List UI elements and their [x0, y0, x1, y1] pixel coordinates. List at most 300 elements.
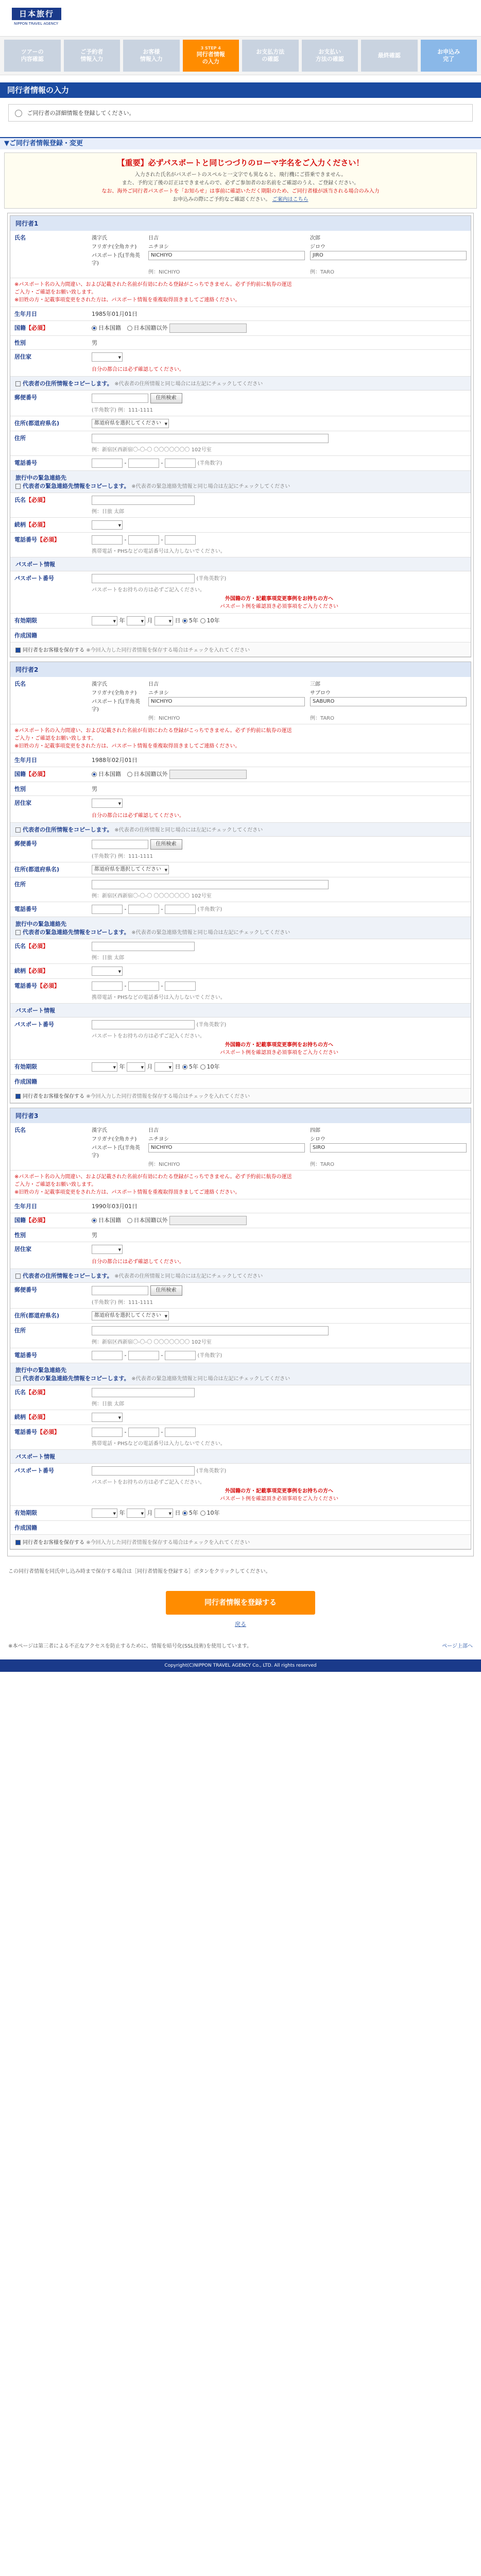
save-companion-bar — [10, 642, 471, 657]
emergency-header — [10, 471, 471, 493]
address-row — [10, 1324, 471, 1348]
copyright: Copyright(C)NIPPON TRAVEL AGENCY Co., LTD. All rights reserved — [0, 1659, 481, 1672]
gender-value: 男 — [92, 1232, 97, 1239]
step-label: お客様 情報入力 — [140, 48, 163, 62]
prefecture-select[interactable]: 都道府県を選択してください ▼ — [92, 865, 169, 874]
companion-forms — [7, 213, 474, 1556]
issue-label: 作成国籍 — [10, 629, 88, 642]
address-row — [10, 877, 471, 902]
em-tel-input-3[interactable] — [165, 1428, 196, 1437]
roma-sei-example: 例：NICHIYO — [148, 1162, 180, 1167]
step-label: ご予約者 情報入力 — [80, 48, 104, 62]
gender-label: 性別 — [10, 336, 88, 350]
expire-10y-radio[interactable] — [200, 1511, 205, 1516]
expire-row: 有効期限 ▼ 年 ▼ 月 ▼ 日 5年 10年 — [10, 614, 471, 629]
zip-input[interactable] — [92, 840, 148, 849]
emergency-header — [10, 1363, 471, 1385]
gender-row — [10, 1228, 471, 1242]
passport-no-label: パスポート番号 — [10, 1018, 88, 1060]
emergency-header — [10, 917, 471, 939]
copy-address-label: 代表者の住所情報をコピーします。 — [23, 1273, 113, 1279]
roma-mei-example: 例：TARO — [310, 716, 334, 721]
kanji-mei: 四郎 — [310, 1128, 320, 1133]
passport-no-row — [10, 1464, 471, 1506]
em-tel-input-2[interactable] — [128, 535, 159, 545]
zip-input[interactable] — [92, 1286, 148, 1295]
emergency-relation-select[interactable] — [92, 967, 123, 976]
nationality-other-input[interactable] — [169, 1216, 247, 1225]
zip-search-button[interactable]: 住所検索 — [150, 393, 182, 403]
em-rel-row — [10, 1410, 471, 1425]
birthday-label: 生年月日 — [10, 753, 88, 767]
tel-row: 電話番号 - - (半角数字) — [10, 1348, 471, 1363]
expire-10y-radio[interactable] — [200, 618, 205, 623]
gender-row — [10, 336, 471, 350]
birthday-label: 生年月日 — [10, 307, 88, 321]
expire-day-select[interactable] — [154, 1062, 173, 1072]
name-row — [10, 1123, 471, 1171]
step-label: 最終確認 — [377, 52, 401, 59]
kana-label: フリガナ(全角カナ) — [92, 690, 137, 696]
emergency-name-input[interactable] — [92, 496, 195, 505]
save-companion-checkbox[interactable] — [15, 1094, 21, 1099]
roma-sei-example: 例：NICHIYO — [148, 269, 180, 275]
step-label: お支払い 方法の確認 — [315, 48, 344, 62]
kana-label: フリガナ(全角カナ) — [92, 1137, 137, 1142]
nationality-label: 国籍 【必須】 — [10, 321, 88, 336]
pref-label: 住所(都道府県名) — [10, 862, 88, 877]
notice-line3: なお、海外ご同行者パスポートを「お知らせ」は事前に確認いただく期限のため、ご同行者様が該当される場合のみ入力 — [101, 189, 380, 194]
em-tel-note: 携帯電話・PHSなどの電話番号は入力しないでください。 — [92, 1441, 226, 1447]
copy-emergency-checkbox[interactable] — [15, 484, 21, 489]
em-rel-label: 続柄 【必須】 — [10, 1410, 88, 1425]
passport-no-label: パスポート番号 — [10, 1464, 88, 1506]
kana-mei: サブロウ — [310, 690, 331, 696]
em-rel-row — [10, 518, 471, 533]
expire-10y-label: 10年 — [207, 1510, 220, 1516]
back-link[interactable]: 戻る — [235, 1621, 246, 1628]
em-rel-label: 続柄 【必須】 — [10, 964, 88, 979]
register-companion-button[interactable]: 同行者情報を登録する — [166, 1591, 315, 1615]
roma-mei-example: 例：TARO — [310, 1162, 334, 1167]
em-name-row — [10, 1385, 471, 1410]
expire-5y-label: 5年 — [189, 1063, 198, 1070]
save-companion-checkbox[interactable] — [15, 1540, 21, 1545]
em-tel-note: 携帯電話・PHSなどの電話番号は入力しないでください。 — [92, 995, 226, 1001]
nationality-row — [10, 767, 471, 782]
passport-no-row — [10, 571, 471, 614]
residence-label: 居住家 — [10, 350, 88, 377]
expire-10y-label: 10年 — [207, 617, 220, 624]
tel-note: (半角数字) — [197, 907, 222, 912]
copy-address-checkbox[interactable] — [15, 1274, 21, 1279]
expire-month-select[interactable] — [127, 616, 145, 625]
em-name-label: 氏名 【必須】 — [10, 493, 88, 518]
zip-search-button[interactable]: 住所検索 — [150, 1285, 182, 1296]
ssl-caution-text: ※本ページは第三者による不正なアクセスを防止するために、情報を暗号化(SSL技術)を使用しています。 — [8, 1643, 252, 1649]
notice-line1: 入力された氏名がパスポートのスペルと一文字でも異なると、飛行機にご搭乗できません。 — [134, 172, 347, 178]
passport-title: パスポート情報 — [15, 1007, 55, 1014]
roma-sei-input[interactable]: NICHIYO — [148, 697, 305, 706]
companion-title: 同行者1 — [10, 216, 471, 231]
roma-label: パスポート氏(半角英字) — [92, 699, 140, 713]
tel-note: (半角数字) — [197, 461, 222, 466]
passport-title: パスポート情報 — [15, 1453, 55, 1460]
save-companion-note: ※今回入力した同行者情報を保存する場合はチェックを入れてください — [86, 648, 250, 653]
kanji-sei: 日吉 — [148, 1128, 159, 1133]
nationality-other-label: 日本国籍以外 — [133, 1217, 168, 1224]
copy-emergency-label: 代表者の緊急連絡先情報をコピーします。 — [23, 929, 130, 936]
copy-emergency-label: 代表者の緊急連絡先情報をコピーします。 — [23, 483, 130, 489]
roma-label: パスポート氏(半角英字) — [92, 1145, 140, 1159]
passport-no-row — [10, 1018, 471, 1060]
address-example: 例：新宿区西新宿〇-〇-〇 〇〇〇〇〇〇〇 102号室 — [92, 893, 212, 899]
residence-note: 自分の都合には必ず確認してください。 — [92, 1259, 184, 1265]
save-companion-label: 同行者をお客様を保存する — [23, 648, 84, 653]
emergency-name-example: 例：日旅 太郎 — [92, 955, 125, 961]
kana-mei: ジロウ — [310, 244, 325, 250]
address-label: 住所 — [10, 431, 88, 456]
em-tel-input-2[interactable] — [128, 1428, 159, 1437]
nationality-label: 国籍 【必須】 — [10, 1213, 88, 1228]
tel-input-2[interactable] — [128, 459, 159, 468]
gender-value: 男 — [92, 340, 97, 346]
passport-no-label: パスポート番号 — [10, 571, 88, 614]
address-label: 住所 — [10, 1324, 88, 1348]
name-warning-3: ※旧姓の方・記載事項変更をされた方は、パスポート情報を重複取得頂きましてご連絡ください。 — [14, 297, 240, 303]
em-tel-note: 携帯電話・PHSなどの電話番号は入力しないでください。 — [92, 549, 226, 554]
expire-year-select[interactable] — [92, 1062, 117, 1072]
roma-mei-example: 例：TARO — [310, 269, 334, 275]
passport-header — [10, 1450, 471, 1464]
save-companion-label: 同行者をお客様を保存する — [23, 1540, 84, 1546]
name-warning-2: ご入力・ご確認をお願い致します。 — [14, 290, 97, 295]
address-input[interactable] — [92, 880, 329, 889]
em-name-row — [10, 939, 471, 964]
logo-mark: 日本旅行 — [12, 8, 61, 20]
step-4 — [183, 40, 239, 72]
tel-input-1[interactable] — [92, 1351, 123, 1360]
step-8 — [421, 40, 477, 72]
em-tel-row: 電話番号 【必須】 - - 携帯電話・PHSなどの電話番号は入力しないでください。 — [10, 979, 471, 1004]
passport-number-warn: パスポートをお持ちの方は必ずご記入ください。 — [92, 1033, 205, 1039]
nationality-japan-radio[interactable] — [92, 1218, 97, 1223]
copy-address-note: ※代表者の住所情報と同じ場合には左記にチェックしてください — [114, 827, 263, 833]
step-6 — [302, 40, 358, 72]
passport-number-input[interactable] — [92, 1020, 195, 1029]
expire-label: 有効期限 — [10, 1506, 88, 1521]
companion-2 — [10, 662, 471, 1104]
name-warning-3: ※旧姓の方・記載事項変更をされた方は、パスポート情報を重複取得頂きましてご連絡ください。 — [14, 743, 240, 749]
copy-emergency-checkbox[interactable] — [15, 930, 21, 935]
passport-number-warn: パスポートをお持ちの方は必ずご記入ください。 — [92, 1480, 205, 1485]
residence-select[interactable] — [92, 352, 123, 362]
kana-mei: シロウ — [310, 1137, 325, 1142]
save-companion-bar — [10, 1535, 471, 1549]
tel-input-2[interactable] — [128, 1351, 159, 1360]
tel-input-3[interactable] — [165, 459, 196, 468]
address-example: 例：新宿区西新宿〇-〇-〇 〇〇〇〇〇〇〇 102号室 — [92, 1340, 212, 1345]
expire-5y-radio[interactable] — [182, 1064, 187, 1070]
companion-3 — [10, 1108, 471, 1550]
emergency-title: 旅行中の緊急連絡先 — [15, 474, 66, 481]
pref-label: 住所(都道府県名) — [10, 1309, 88, 1324]
nationality-row — [10, 1213, 471, 1228]
em-tel-label: 電話番号 【必須】 — [10, 533, 88, 557]
prefecture-select[interactable]: 都道府県を選択してください ▼ — [92, 419, 169, 428]
passport-red-2: パスポート例を確認頂き必須事項をご入力ください — [220, 604, 338, 609]
zip-row — [10, 837, 471, 862]
kanji-mei: 三郎 — [310, 682, 320, 687]
passport-number-warn: パスポートをお持ちの方は必ずご記入ください。 — [92, 587, 205, 593]
copy-address-label: 代表者の住所情報をコピーします。 — [23, 380, 113, 387]
copy-address-label: 代表者の住所情報をコピーします。 — [23, 826, 113, 833]
copy-emergency-label: 代表者の緊急連絡先情報をコピーします。 — [23, 1375, 130, 1382]
residence-select[interactable] — [92, 799, 123, 808]
tel-input-3[interactable] — [165, 905, 196, 914]
passport-red-1: 外国籍の方・記載事項変更事例をお持ちの方へ — [225, 1488, 333, 1494]
copy-address-note: ※代表者の住所情報と同じ場合には左記にチェックしてください — [114, 1274, 263, 1279]
em-tel-row: 電話番号 【必須】 - - 携帯電話・PHSなどの電話番号は入力しないでください。 — [10, 533, 471, 557]
residence-row — [10, 350, 471, 377]
residence-row — [10, 796, 471, 823]
nationality-other-label: 日本国籍以外 — [133, 325, 168, 331]
kanji-label: 漢字氏 — [92, 1128, 107, 1133]
nationality-japan-label: 日本国籍 — [98, 1217, 121, 1224]
birthday-row — [10, 1199, 471, 1213]
name-warning: ※パスポート名の入力間違い、および記載された名前が有効にわたる登録がこっちできません。必ず予約前に航券の運送 — [14, 282, 292, 287]
roma-sei-input[interactable]: NICHIYO — [148, 251, 305, 260]
roma-label: パスポート氏(半角英字) — [92, 253, 140, 266]
tel-input-2[interactable] — [128, 905, 159, 914]
logo-subtext: NIPPON TRAVEL AGENCY — [13, 22, 59, 26]
expire-row: 有効期限 ▼ 年 ▼ 月 ▼ 日 5年 10年 — [10, 1060, 471, 1075]
gender-row — [10, 782, 471, 796]
zip-input[interactable] — [92, 394, 148, 403]
passport-red-2: パスポート例を確認頂き必須事項をご入力ください — [220, 1050, 338, 1056]
em-tel-input-2[interactable] — [128, 981, 159, 991]
step-label: お申込み 完了 — [437, 48, 460, 62]
birthday-label: 生年月日 — [10, 1199, 88, 1213]
save-companion-note: ※今回入力した同行者情報を保存する場合はチェックを入れてください — [86, 1094, 250, 1099]
important-notice — [4, 152, 477, 209]
nationality-other-input[interactable] — [169, 324, 247, 333]
expire-5y-radio[interactable] — [182, 618, 187, 623]
step-2 — [64, 40, 121, 72]
em-tel-input-1[interactable] — [92, 981, 123, 991]
expire-day-select[interactable] — [154, 616, 173, 625]
expire-month-select[interactable] — [127, 1509, 145, 1518]
nationality-other-radio[interactable] — [127, 1218, 132, 1223]
zip-label: 郵便番号 — [10, 1283, 88, 1309]
zip-example: (半角数字) 例：111-1111 — [92, 408, 153, 413]
nationality-japan-label: 日本国籍 — [98, 771, 121, 777]
emergency-name-example: 例：日旅 太郎 — [92, 509, 125, 515]
birthday-row — [10, 307, 471, 321]
passport-number-input[interactable] — [92, 574, 195, 583]
passport-number-input[interactable] — [92, 1466, 195, 1476]
name-warning-2: ご入力・ご確認をお願い致します。 — [14, 1182, 97, 1188]
copy-address-checkbox[interactable] — [15, 381, 21, 386]
section-header: ▼ご同行者情報登録・変更 — [0, 137, 481, 149]
roma-mei-input[interactable]: SIRO — [310, 1143, 467, 1153]
em-tel-input-3[interactable] — [165, 981, 196, 991]
zip-row — [10, 1283, 471, 1309]
name-warning: ※パスポート名の入力間違い、および記載された名前が有効にわたる登録がこっちできません。必ず予約前に航券の運送 — [14, 728, 292, 734]
expire-year-select[interactable] — [92, 616, 117, 625]
expire-day-select[interactable] — [154, 1509, 173, 1518]
address-example: 例：新宿区西新宿〇-〇-〇 〇〇〇〇〇〇〇 102号室 — [92, 447, 212, 453]
nationality-japan-radio[interactable] — [92, 326, 97, 331]
name-row — [10, 677, 471, 724]
birthday-value: 1985年01月01日 — [92, 311, 138, 317]
name-label: 氏名 — [10, 1123, 88, 1171]
tel-input-1[interactable] — [92, 905, 123, 914]
passport-header — [10, 557, 471, 571]
kanji-mei: 次郎 — [310, 235, 320, 241]
emergency-relation-select[interactable] — [92, 520, 123, 530]
address-input[interactable] — [92, 1326, 329, 1335]
residence-row — [10, 1242, 471, 1269]
footer-notice: この同行者情報を同氏申し込み時まで保存する場合は［同行者情報を登録する］ボタンをクリックしてください。 — [8, 1569, 271, 1574]
emergency-name-input[interactable] — [92, 1388, 195, 1397]
copy-emergency-checkbox[interactable] — [15, 1376, 21, 1381]
page-top-link[interactable]: ページ上部へ — [442, 1643, 473, 1649]
copy-emergency-note: ※代表者の緊急連絡先情報と同じ場合は左記にチェックしてください — [131, 484, 290, 489]
copy-address-checkbox[interactable] — [15, 827, 21, 833]
kanji-sei: 日吉 — [148, 235, 159, 241]
step-5 — [242, 40, 299, 72]
tel-input-3[interactable] — [165, 1351, 196, 1360]
address-row — [10, 431, 471, 456]
emergency-relation-select[interactable] — [92, 1413, 123, 1422]
name-label: 氏名 — [10, 231, 88, 278]
passport-number-note: (半角英数字) — [196, 1468, 227, 1474]
nationality-other-radio[interactable] — [127, 772, 132, 777]
expire-10y-radio[interactable] — [200, 1064, 205, 1070]
kanji-label: 漢字氏 — [92, 682, 107, 687]
passport-number-note: (半角英数字) — [196, 576, 227, 582]
expire-5y-label: 5年 — [189, 1510, 198, 1516]
residence-label: 居住家 — [10, 796, 88, 823]
passport-number-note: (半角英数字) — [196, 1022, 227, 1028]
birthday-value: 1990年03月01日 — [92, 1203, 138, 1210]
passport-red-1: 外国籍の方・記載事項変更事例をお持ちの方へ — [225, 596, 333, 602]
emergency-name-input[interactable] — [92, 942, 195, 951]
copy-emergency-note: ※代表者の緊急連絡先情報と同じ場合は左記にチェックしてください — [131, 930, 290, 936]
info-icon — [15, 110, 22, 117]
tel-note: (半角数字) — [197, 1353, 222, 1359]
expire-label: 有効期限 — [10, 1060, 88, 1075]
nationality-other-label: 日本国籍以外 — [133, 771, 168, 777]
notice-link[interactable]: ご案内はこちら — [272, 197, 308, 202]
expire-10y-label: 10年 — [207, 1063, 220, 1070]
page-title: 同行者情報の入力 — [0, 82, 481, 98]
notice-line4: お申込みの際にご予約なご確認ください。 — [173, 197, 271, 202]
intro-text: ご同行者の詳細情報を登録してください。 — [27, 110, 135, 116]
name-warning-3: ※旧姓の方・記載事項変更をされた方は、パスポート情報を重複取得頂きましてご連絡ください。 — [14, 1190, 240, 1195]
save-companion-checkbox[interactable] — [15, 648, 21, 653]
tel-input-1[interactable] — [92, 459, 123, 468]
save-companion-label: 同行者をお客様を保存する — [23, 1094, 84, 1099]
name-warning-2: ご入力・ご確認をお願い致します。 — [14, 736, 97, 741]
roma-mei-input[interactable]: JIRO — [310, 251, 467, 260]
gender-label: 性別 — [10, 1228, 88, 1242]
em-name-label: 氏名 【必須】 — [10, 1385, 88, 1410]
zip-label: 郵便番号 — [10, 837, 88, 862]
step-label: ツアーの 内容確認 — [21, 48, 44, 62]
step-7 — [361, 40, 418, 72]
ssl-caution — [8, 1638, 473, 1652]
passport-title: パスポート情報 — [15, 561, 55, 568]
birthday-row — [10, 753, 471, 767]
issue-label: 作成国籍 — [10, 1075, 88, 1089]
form-footer — [0, 1564, 481, 1672]
em-name-row — [10, 493, 471, 518]
tel-row: 電話番号 - - (半角数字) — [10, 456, 471, 471]
name-label: 氏名 — [10, 677, 88, 724]
expire-row: 有効期限 ▼ 年 ▼ 月 ▼ 日 5年 10年 — [10, 1506, 471, 1521]
companion-1 — [10, 215, 471, 657]
passport-red-1: 外国籍の方・記載事項変更事例をお持ちの方へ — [225, 1042, 333, 1048]
address-input[interactable] — [92, 434, 329, 443]
residence-note: 自分の都合には必ず確認してください。 — [92, 367, 184, 372]
passport-header — [10, 1004, 471, 1018]
em-rel-row — [10, 964, 471, 979]
em-tel-input-1[interactable] — [92, 1428, 123, 1437]
company-logo[interactable] — [11, 7, 61, 28]
expire-year-select[interactable] — [92, 1509, 117, 1518]
issue-row — [10, 1075, 471, 1089]
nationality-japan-label: 日本国籍 — [98, 325, 121, 331]
nationality-other-input[interactable] — [169, 770, 247, 779]
nationality-japan-radio[interactable] — [92, 772, 97, 777]
step-label: お支払方法 の確認 — [256, 48, 285, 62]
step-label: 同行者情報 の入力 — [196, 50, 225, 65]
zip-example: (半角数字) 例：111-1111 — [92, 854, 153, 859]
roma-sei-example: 例：NICHIYO — [148, 716, 180, 721]
expire-5y-radio[interactable] — [182, 1511, 187, 1516]
roma-mei-input[interactable]: SABURO — [310, 697, 467, 706]
nationality-label: 国籍 【必須】 — [10, 767, 88, 782]
intro-box — [8, 104, 473, 122]
progress-steps — [0, 36, 481, 75]
residence-note: 自分の都合には必ず確認してください。 — [92, 813, 184, 819]
nationality-other-radio[interactable] — [127, 326, 132, 331]
zip-search-button[interactable]: 住所検索 — [150, 839, 182, 850]
issue-row — [10, 1521, 471, 1535]
em-tel-input-1[interactable] — [92, 535, 123, 545]
expire-month-select[interactable] — [127, 1062, 145, 1072]
nationality-row — [10, 321, 471, 336]
companion-title: 同行者2 — [10, 662, 471, 677]
em-tel-input-3[interactable] — [165, 535, 196, 545]
em-tel-row: 電話番号 【必須】 - - 携帯電話・PHSなどの電話番号は入力しないでください。 — [10, 1425, 471, 1450]
notice-heading: 【重要】必ずパスポートと同じつづりのローマ字名をご入力ください！ — [117, 158, 364, 167]
birthday-value: 1988年02月01日 — [92, 757, 138, 764]
pref-row — [10, 416, 471, 431]
copy-address-bar — [10, 377, 471, 391]
passport-red-2: パスポート例を確認頂き必須事項をご入力ください — [220, 1496, 338, 1502]
tel-label: 電話番号 — [10, 456, 88, 471]
residence-select[interactable] — [92, 1245, 123, 1254]
zip-row — [10, 391, 471, 416]
emergency-title: 旅行中の緊急連絡先 — [15, 1367, 66, 1374]
prefecture-select[interactable]: 都道府県を選択してください ▼ — [92, 1311, 169, 1320]
em-rel-label: 続柄 【必須】 — [10, 518, 88, 533]
roma-sei-input[interactable]: NICHIYO — [148, 1143, 305, 1153]
kanji-label: 漢字氏 — [92, 235, 107, 241]
